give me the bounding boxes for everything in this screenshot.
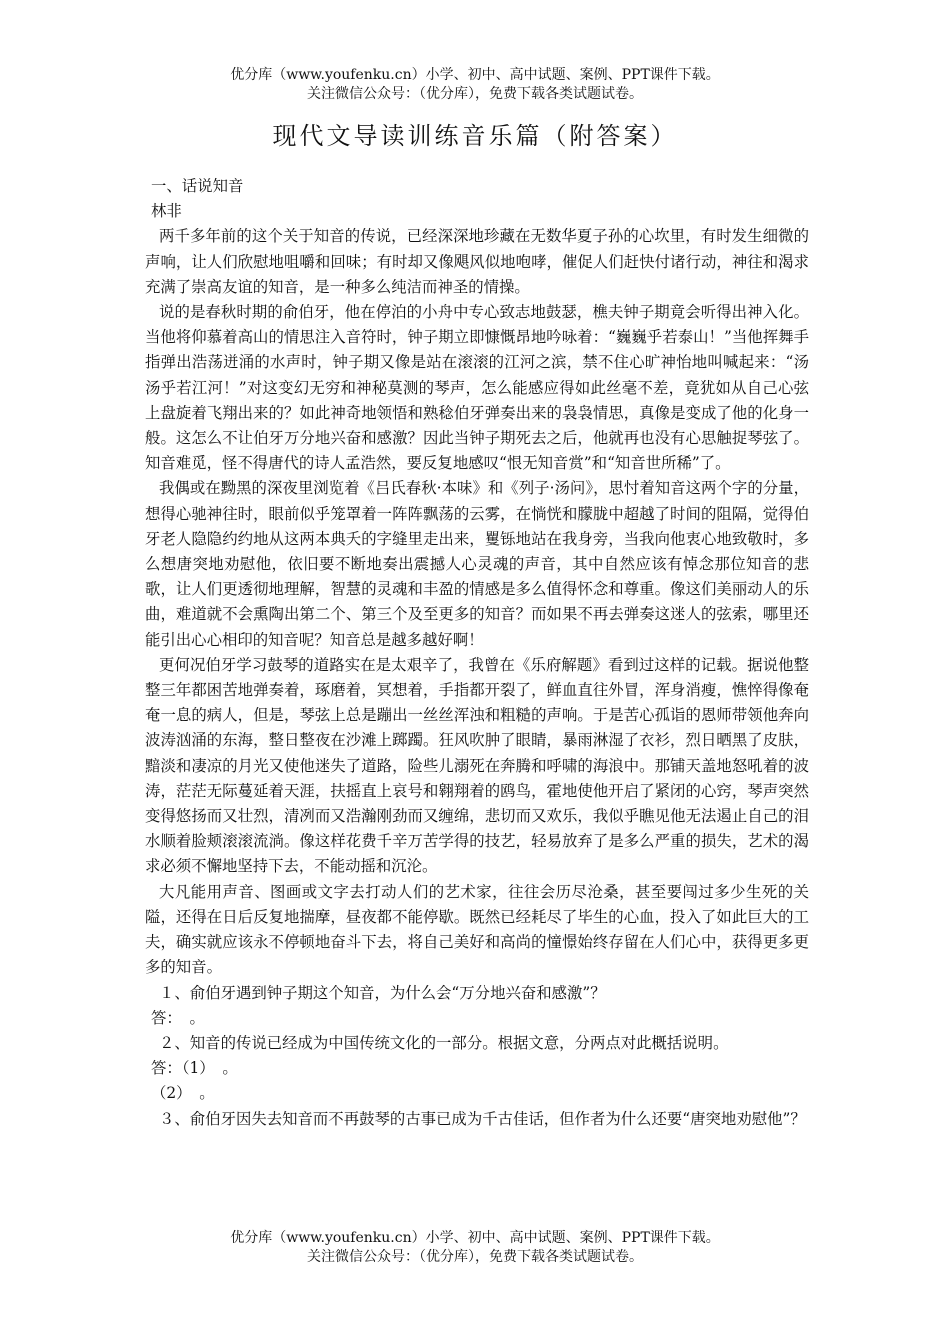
paragraph: 两千多年前的这个关于知音的传说，已经深深地珍藏在无数华夏子孙的心坎里，有时发生细微的声响，让人们欣慰地咀嚼和回味；有时却又像飓风似地咆哮，催促人们赶快付诸行动，神往和渴求充满了崇高友谊的知音，是一种多么纯洁而神圣的情操。	[145, 227, 809, 296]
footer-line-1: 优分库（www.youfenku.cn）小学、初中、高中试题、案例、PPT课件下载。	[230, 1230, 720, 1246]
paragraph: 大凡能用声音、图画或文字去打动人们的艺术家，往往会历尽沧桑，甚至要闯过多少生死的关隘，还得在日后反复地揣摩，昼夜都不能停歇。既然已经耗尽了毕生的心血，投入了如此巨大的工夫，确实就应该永不停顿地奋斗下去，将自己美好和高尚的憧憬始终存留在人们心中，获得更多更多的知音。	[145, 882, 809, 977]
answer-2-part-2: （2） 。	[151, 1084, 215, 1103]
header-line-2: 关注微信公众号：（优分库），免费下载各类试题试卷。	[307, 86, 643, 102]
header-line-1: 优分库（www.youfenku.cn）小学、初中、高中试题、案例、PPT课件下载。	[230, 67, 720, 83]
answer-1: 答： 。	[151, 1008, 205, 1027]
document-title: 现代文导读训练音乐篇（附答案）	[272, 122, 678, 150]
question-3: ３、俞伯牙因失去知音而不再鼓琴的古事已成为千古佳话，但作者为什么还要“唐突地劝慰他”？	[159, 1109, 806, 1128]
section-heading: 一、话说知音	[151, 177, 244, 195]
question-1: １、俞伯牙遇到钟子期这个知音，为什么会“万分地兴奋和感激”？	[159, 983, 606, 1002]
footer-line-2: 关注微信公众号：（优分库），免费下载各类试题试卷。	[307, 1249, 643, 1265]
author-name: 林非	[151, 202, 182, 221]
document-body	[145, 174, 809, 1132]
page-header	[0, 66, 950, 104]
answer-2-part-1: 答：（1） 。	[151, 1059, 238, 1078]
paragraph: 说的是春秋时期的俞伯牙，他在停泊的小舟中专心致志地鼓瑟，樵夫钟子期竟会听得出神入化。当他将仰慕着高山的情思注入音符时，钟子期立即慷慨昂地吟咏着：“巍巍乎若泰山！”当他挥舞手指弹出浩荡迸涌的水声时，钟子期又像是站在滚滚的江河之滨，禁不住心旷神怡地叫喊起来：“汤汤乎若江河！”对这变幻无穷和神秘莫测的琴声，怎么能感应得如此丝毫不差，竟犹如从自己心弦上盘旋着飞翔出来的？如此神奇地领悟和熟稔伯牙弹奏出来的袅袅情思，真像是变成了他的化身一般。这怎么不让伯牙万分地兴奋和感激？因此当钟子期死去之后，他就再也没有心思触捉琴弦了。知音难觅，怪不得唐代的诗人孟浩然，要反复地感叹“恨无知音赏”和“知音世所稀”了。	[145, 303, 809, 473]
question-2: ２、知音的传说已经成为中国传统文化的一部分。根据文意，分两点对此概括说明。	[159, 1033, 729, 1052]
paragraph: 更何况伯牙学习鼓琴的道路实在是太艰辛了，我曾在《乐府解题》看到过这样的记载。据说他整整三年都困苦地弹奏着，琢磨着，冥想着，手指都开裂了，鲜血直往外冒，浑身消瘦，憔悴得像奄奄一息的病人，但是，琴弦上总是蹦出一丝丝浑浊和粗糙的声响。于是苦心孤诣的恩师带领他奔向波涛汹涌的东海，整日整夜在沙滩上踯躅。狂风吹肿了眼睛，暴雨淋湿了衣衫，烈日晒黑了皮肤，黯淡和凄凉的月光又使他迷失了道路，险些儿溺死在奔腾和呼啸的海浪中。那铺天盖地怒吼着的波涛，茫茫无际蔓延着天涯，扶摇直上哀号和翱翔着的鸥鸟，霍地使他开启了紧闭的心窍，琴声突然变得悠扬而又壮烈，清冽而又浩瀚刚劲而又缠绵，悲切而又欢乐，我似乎瞧见他无法遏止自己的泪水顺着脸颊滚滚流淌。像这样花费千辛万苦学得的技艺，轻易放弃了是多么严重的损失，艺术的渴求必须不懈地坚持下去，不能动摇和沉沦。	[145, 655, 809, 876]
page-footer	[0, 1229, 950, 1267]
paragraph: 我偶或在黝黑的深夜里浏览着《吕氏春秋·本味》和《列子·汤问》，思忖着知音这两个字的分量，想得心驰神往时，眼前似乎笼罩着一阵阵飘荡的云雾，在惝恍和朦胧中超越了时间的阻隔，觉得伯牙老人隐隐约约地从这两本典夭的字缝里走出来，矍铄地站在我身旁，当我向他衷心地致敬时，多么想唐突地劝慰他，依旧要不断地奏出震撼人心灵魂的声音，其中自然应该有悼念那位知音的悲歌，让人们更透彻地理解，智慧的灵魂和丰盈的情感是多么值得怀念和尊重。像这们美丽动人的乐曲，难道就不会熏陶出第二个、第三个及至更多的知音？而如果不再去弹奏这迷人的弦索，哪里还能引出心心相印的知音呢？知音总是越多越好啊！	[145, 479, 809, 649]
